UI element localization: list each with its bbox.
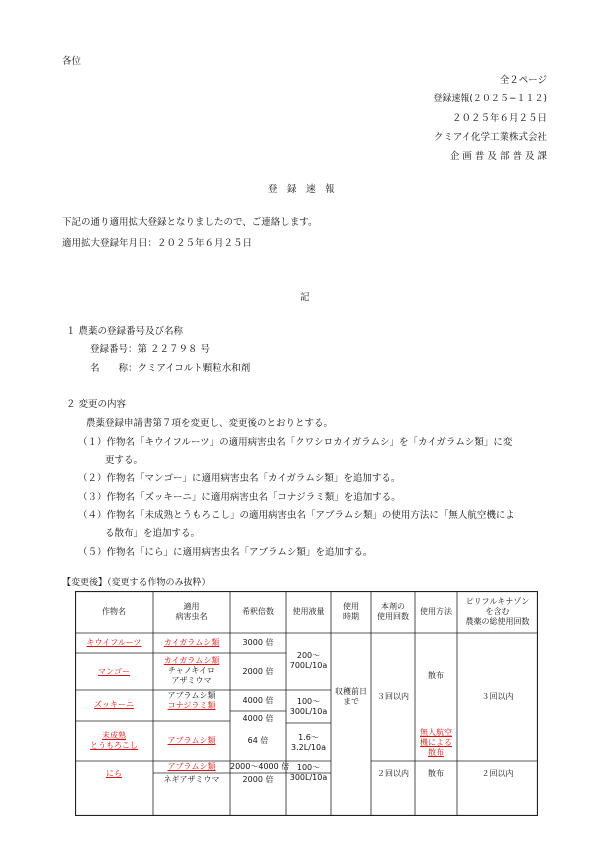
- volume-corn: [286, 733, 331, 753]
- pest-mango-1: カイガラムシ類: [163, 656, 220, 665]
- timing-line1: 収穫前日: [335, 687, 367, 696]
- header-total-line1: ピリフルキナゾン: [465, 597, 530, 606]
- pest-zucchini-2: コナジラミ類: [167, 701, 216, 710]
- crop-nira: にら: [106, 769, 122, 778]
- header-count-line1: 本剤の: [381, 602, 405, 611]
- volume-nira: [286, 763, 331, 783]
- method-drone-line2: 機による: [420, 738, 452, 747]
- dilution-nira-a: 2000～4000 倍: [230, 762, 290, 771]
- header-timing: [331, 602, 371, 622]
- crop-corn-line2: とうもろこし: [90, 741, 138, 750]
- volume-200-line1: 200～: [296, 651, 321, 660]
- product-name: 名 称：クミアイコルト顆粒水和剤: [90, 363, 251, 374]
- page-count: 全２ページ: [499, 75, 547, 86]
- header-pest: [153, 602, 230, 622]
- section2-lead: 農薬登録申請書第７項を変更し、変更後のとおりとする。: [86, 418, 334, 429]
- header-volume: 使用液量: [292, 607, 325, 616]
- crop-mango: マンゴー: [98, 667, 130, 676]
- company-name: クミアイ化学工業株式会社: [433, 132, 547, 143]
- count-main: ３回以内: [377, 692, 409, 701]
- crop-zucchini: ズッキーニ: [94, 700, 134, 709]
- count-nira: ２回以内: [377, 769, 409, 778]
- header-pest-line1: 適用: [183, 602, 200, 611]
- volume-corn-line2: 3.2L/10a: [291, 743, 326, 752]
- issue-date: ２０２５年６月２５日: [451, 113, 547, 124]
- volume-200-line2: 700L/10a: [289, 661, 328, 670]
- total-main: ３回以内: [481, 692, 514, 701]
- header-total-line2: を含む: [485, 607, 510, 616]
- department-name: 企 画 普 及 部 普 及 課: [449, 151, 547, 162]
- header-total-line3: 農薬の総使用回数: [465, 617, 530, 626]
- pest-kiwi: カイガラムシ類: [163, 638, 220, 647]
- reference-number: 登録速報(２０２５−１１２): [433, 94, 547, 104]
- crop-kiwi: キウイフルーツ: [86, 638, 142, 647]
- registration-table: [75, 591, 538, 816]
- dilution-nira-b: 2000 倍: [242, 775, 274, 784]
- dilution-corn-b: 64 倍: [247, 736, 269, 745]
- volume-nira-line1: 100～: [296, 763, 321, 772]
- method-drone-line3: 散布: [428, 748, 444, 757]
- method-drone: [415, 728, 457, 758]
- volume-corn-line1: 1.6～: [298, 733, 319, 742]
- volume-200-700: [286, 651, 331, 671]
- intro-line-2: 適用拡大登録年月日：２０２５年６月２５日: [62, 238, 253, 249]
- method-nira: 散布: [428, 769, 444, 778]
- section2-heading: ２ 変更の内容: [66, 399, 127, 410]
- volume-100-300: [286, 697, 331, 717]
- volume-100-line2: 300L/10a: [289, 707, 328, 716]
- pest-mango: [153, 656, 230, 686]
- pest-nira-1: アブラムシ類: [167, 762, 216, 771]
- method-main: 散布: [428, 671, 444, 680]
- change-item-2: （２）作物名「マンゴー」に適用病害虫名「カイガラムシ類」を追加する。: [78, 473, 401, 484]
- pest-zucchini: [153, 691, 230, 711]
- timing-line2: まで: [343, 697, 359, 706]
- document-title: 登 録 速 報: [268, 184, 335, 195]
- header-timing-line2: 時期: [343, 612, 359, 621]
- volume-nira-line2: 300L/10a: [289, 773, 328, 782]
- header-count: [371, 602, 415, 622]
- crop-corn-line1: 未成熟: [102, 731, 126, 740]
- pest-mango-2: チャノキイロ: [167, 666, 216, 675]
- pest-corn: アブラムシ類: [167, 736, 216, 745]
- header-method: 使用方法: [420, 607, 452, 616]
- section1-heading: １ 農薬の登録番号及び名称: [66, 326, 184, 337]
- pest-mango-3: アザミウマ: [171, 676, 212, 685]
- dilution-mango: 2000 倍: [242, 667, 274, 676]
- timing-preharvest: [331, 687, 371, 707]
- volume-100-line1: 100～: [296, 697, 321, 706]
- crop-corn: [75, 731, 153, 751]
- change-item-4a: （４）作物名「未成熟とうもろこし」の適用病害虫名「アブラムシ類」の使用方法に「無人航空機によ: [78, 510, 515, 521]
- change-item-5: （５）作物名「にら」に適用病害虫名「アブラムシ類」を追加する。: [78, 547, 373, 558]
- change-item-3: （３）作物名「ズッキーニ」に適用病害虫名「コナジラミ類」を追加する。: [78, 492, 401, 503]
- method-drone-line1: 無人航空: [420, 728, 452, 737]
- intro-line-1: 下記の通り適用拡大登録となりましたので、ご連絡します。: [62, 217, 318, 228]
- header-dilution: 希釈倍数: [242, 607, 274, 616]
- table-caption: 【変更後】（変更する作物のみ抜粋）: [62, 578, 211, 588]
- pest-nira-2: ネギアザミウマ: [163, 775, 220, 784]
- change-item-1b: 更する。: [105, 455, 144, 466]
- dilution-corn-a: 4000 倍: [242, 714, 274, 723]
- total-nira: ２回以内: [481, 769, 514, 778]
- registration-number: 登録番号：第 ２２７９８ 号: [90, 344, 211, 355]
- dilution-kiwi: 3000 倍: [242, 638, 274, 647]
- header-timing-line1: 使用: [343, 602, 359, 611]
- header-total: [457, 597, 538, 627]
- ki-mark: 記: [300, 292, 310, 303]
- dilution-zucchini: 4000 倍: [242, 696, 274, 705]
- change-item-1a: （１）作物名「キウイフルーツ」の適用病害虫名「クワシロカイガラムシ」を「カイガラムシ類」に変: [78, 437, 513, 448]
- header-pest-line2: 病害虫名: [175, 612, 208, 621]
- change-item-4b: る散布」を追加する。: [105, 528, 201, 539]
- pest-zucchini-1: アブラムシ類: [167, 691, 216, 700]
- header-count-line2: 使用回数: [377, 612, 409, 621]
- recipient: 各位: [62, 56, 82, 67]
- header-crop: 作物名: [102, 607, 126, 616]
